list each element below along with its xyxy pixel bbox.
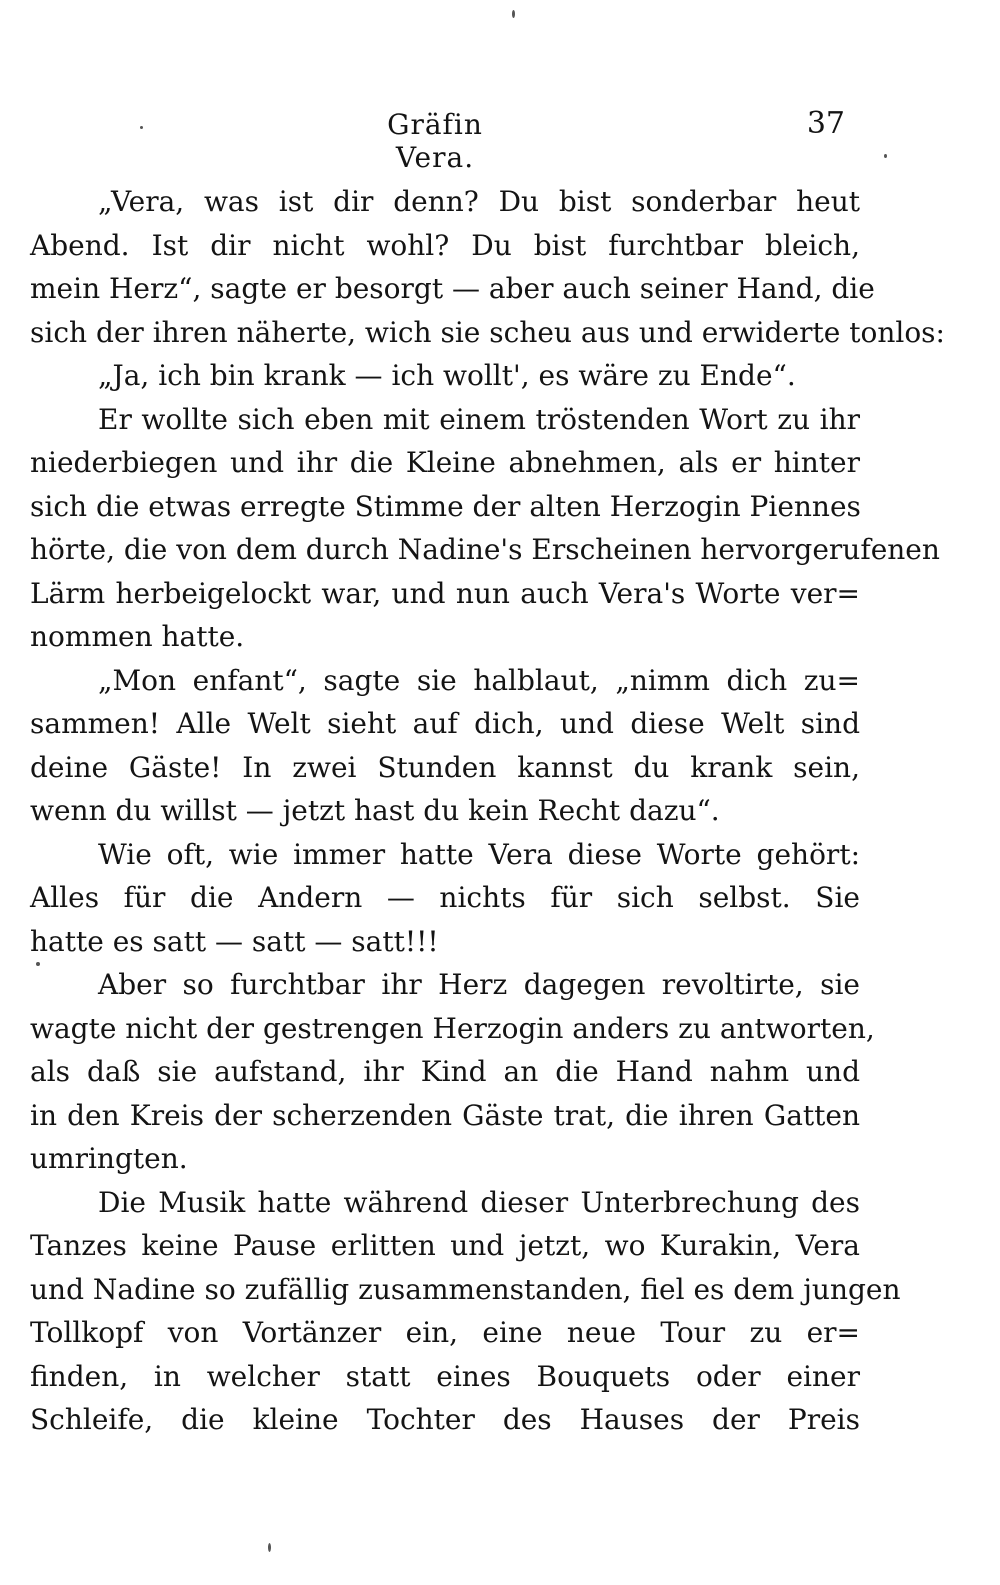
text-line: „Vera, was ist dir denn? Du bist sonderbar heut [98,185,860,218]
page-number: 37 [806,106,845,141]
text-line: Aber so furchtbar ihr Herz dagegen revoltirte, sie [98,968,860,1001]
text-line: wagte nicht der gestrengen Herzogin anders zu antworten, [30,1011,875,1045]
running-header-title: Gräfin Vera. [387,108,483,174]
text-line: finden, in welcher statt eines Bouquets oder einer [30,1359,860,1393]
text-line: und Nadine so zufällig zusammenstanden, fiel es dem jungen [30,1272,901,1306]
scan-speck [884,154,887,158]
text-line: Wie oft, wie immer hatte Vera diese Worte gehört: [98,837,860,871]
text-line: „Ja, ich bin krank — ich wollt', es wäre zu Ende“. [98,359,796,392]
text-line: umringten. [30,1142,188,1175]
scan-speck [512,10,515,18]
text-line: Abend. Ist dir nicht wohl? Du bist furchtbar bleich, [30,228,860,262]
scan-speck [268,1543,271,1552]
text-line: niederbiegen und ihr die Kleine abnehmen, als er hinter [30,446,860,479]
text-line: sammen! Alle Welt sieht auf dich, und diese Welt sind [30,707,860,740]
text-line: als daß sie aufstand, ihr Kind an die Hand nahm und [30,1055,860,1088]
text-line: hörte, die von dem durch Nadine's Erscheinen hervorgerufenen [30,533,940,566]
text-line: Die Musik hatte während dieser Unterbrechung des [98,1185,860,1219]
body-text [30,180,945,1442]
text-line: wenn du willst — jetzt hast du kein Recht dazu“. [30,794,720,827]
text-line: hatte es satt — satt — satt!!! [30,924,439,958]
text-line: Er wollte sich eben mit einem tröstenden Wort zu ihr [98,402,860,436]
text-line: „Mon enfant“, sagte sie halblaut, „nimm dich zu= [98,663,860,697]
text-line: Tanzes keine Pause erlitten und jetzt, wo Kurakin, Vera [30,1229,860,1262]
text-line: Schleife, die kleine Tochter des Hauses der Preis [30,1403,860,1436]
text-line: Lärm herbeigelockt war, und nun auch Vera's Worte ver= [30,576,860,610]
text-line: mein Herz“, sagte er besorgt — aber auch seiner Hand, die [30,272,875,305]
text-line: Alles für die Andern — nichts für sich selbst. Sie [30,881,860,914]
text-line: Tollkopf von Vortänzer ein, eine neue Tour zu er= [30,1316,860,1349]
text-line: nommen hatte. [30,620,245,653]
text-line: sich der ihren näherte, wich sie scheu aus und erwiderte tonlos: [30,315,945,349]
scan-speck [140,126,143,129]
text-line: deine Gäste! In zwei Stunden kannst du krank sein, [30,750,860,784]
scan-speck [36,962,40,966]
text-line: sich die etwas erregte Stimme der alten Herzogin Piennes [30,489,861,523]
text-line: in den Kreis der scherzenden Gäste trat, die ihren Gatten [30,1098,860,1132]
